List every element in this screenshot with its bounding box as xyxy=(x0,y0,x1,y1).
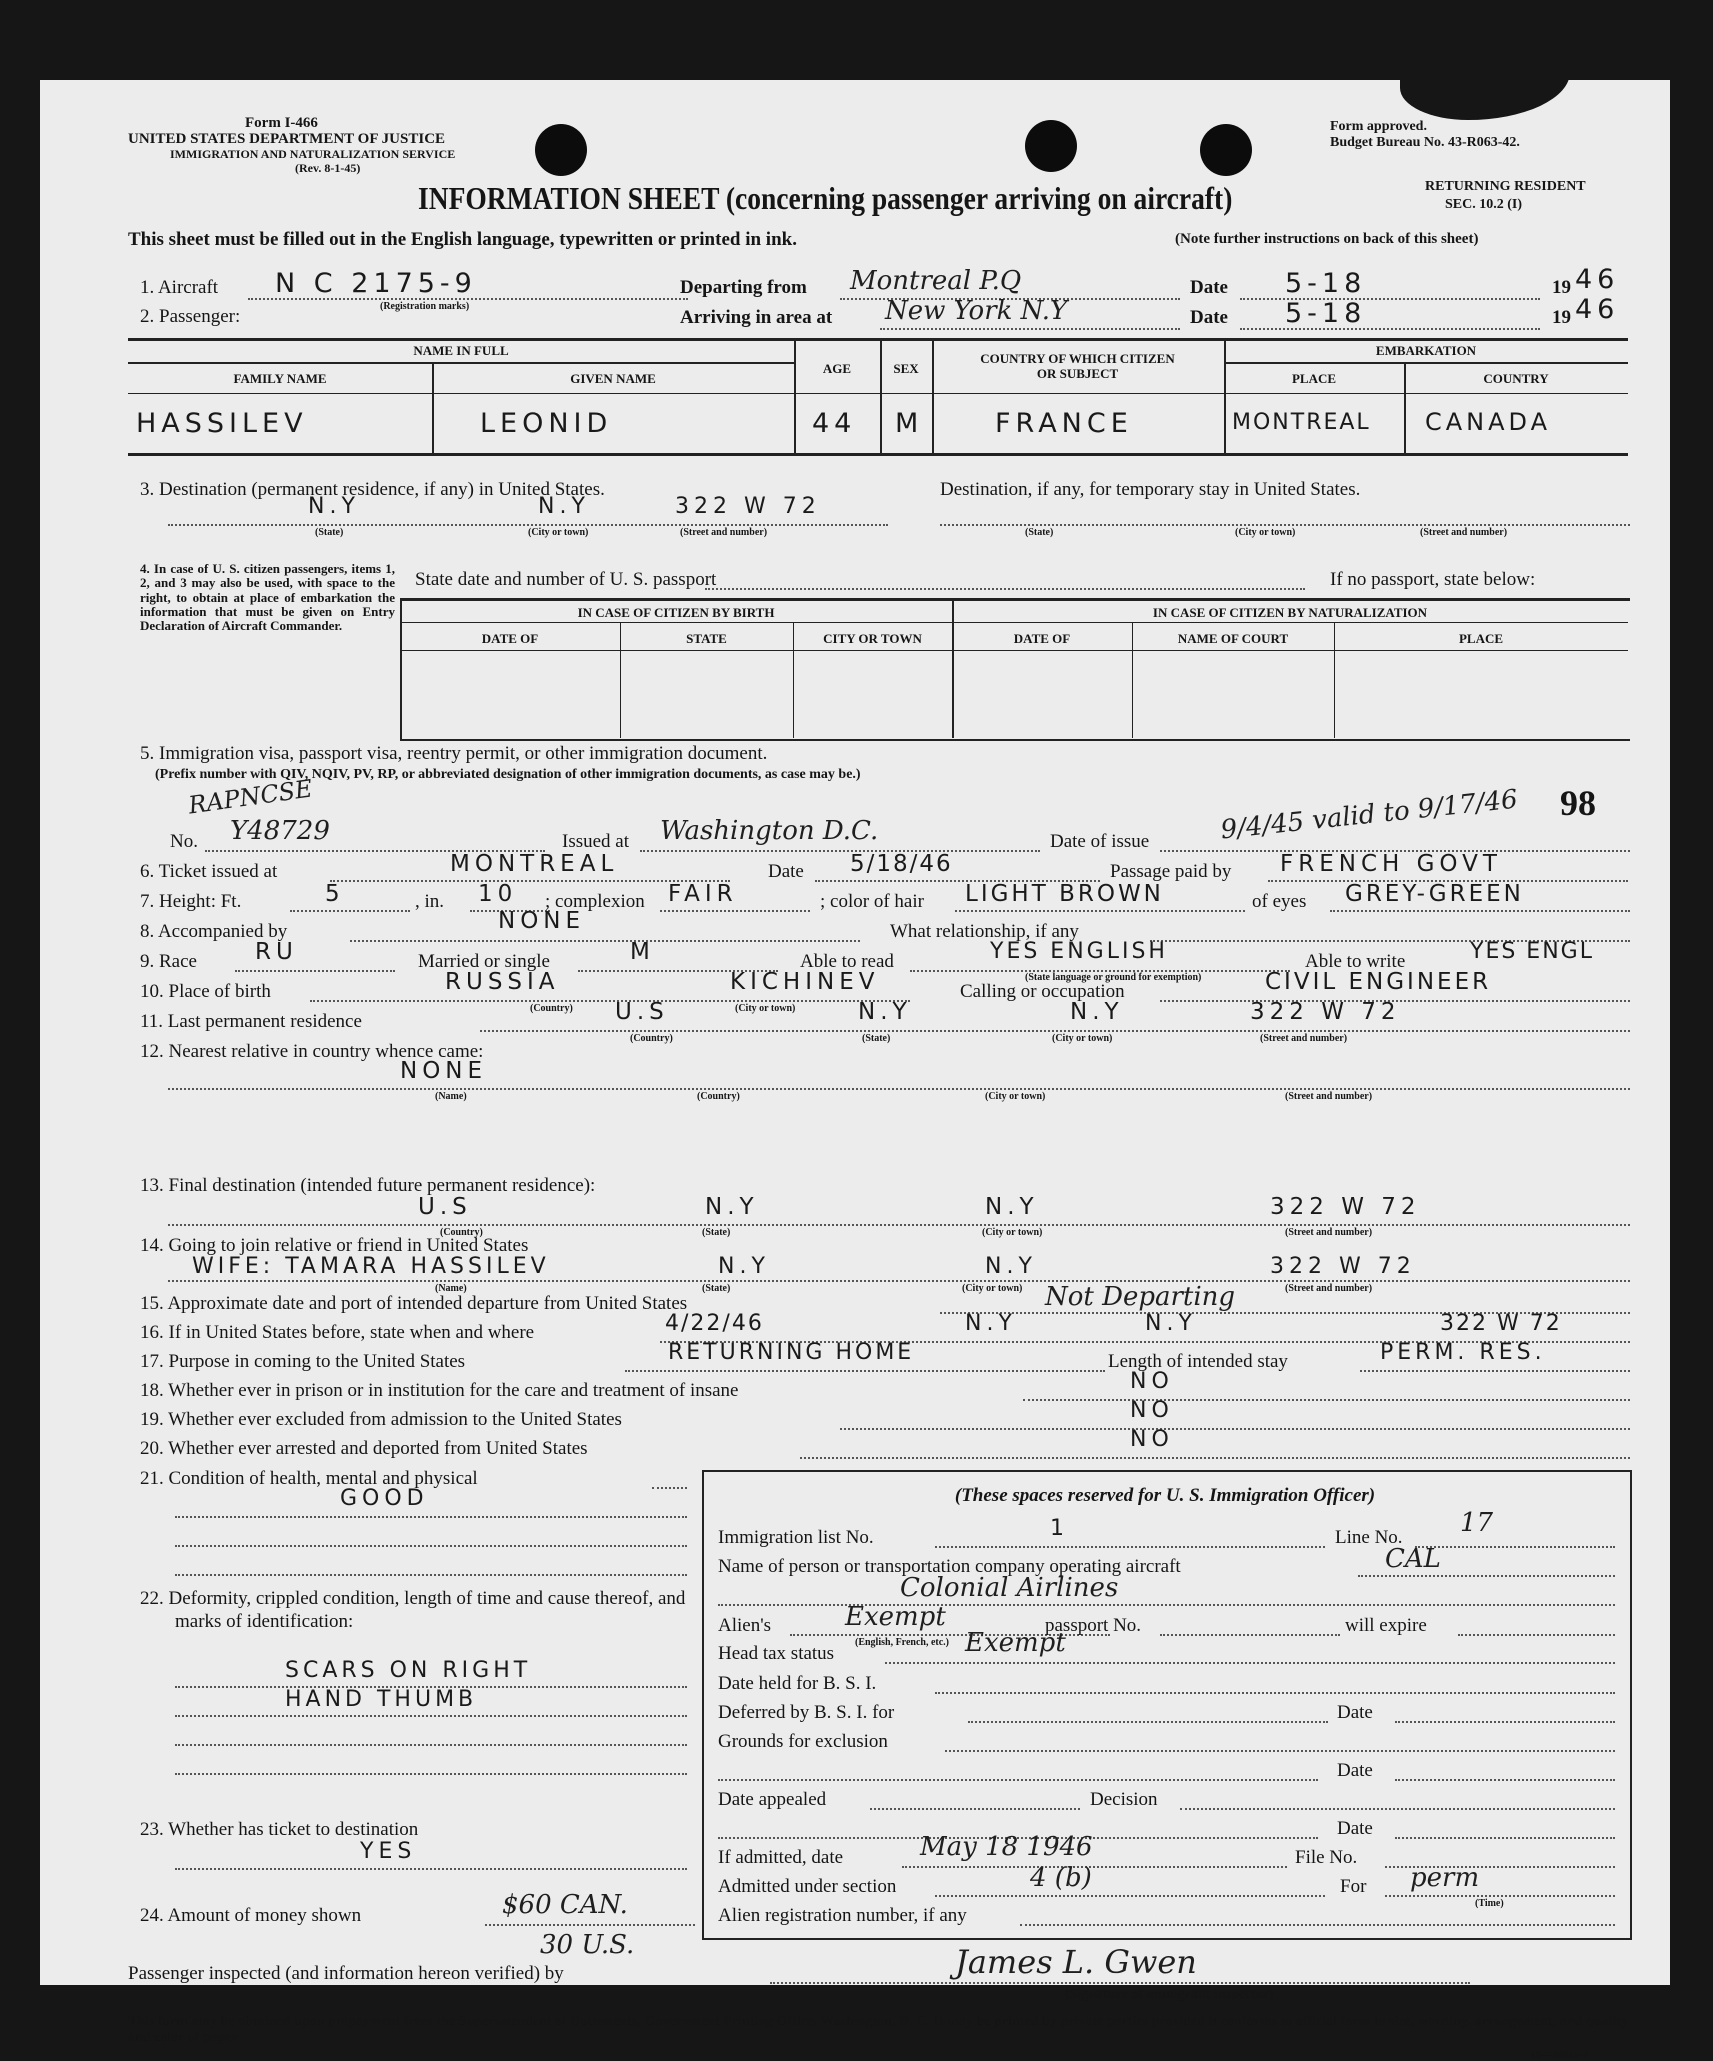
depart-date-value: 5-18 xyxy=(1285,268,1367,299)
punch-hole xyxy=(535,124,587,176)
join-state-value: N.Y xyxy=(718,1254,770,1279)
depart-date-label: Date xyxy=(1190,277,1228,298)
before-city-value: N.Y xyxy=(1145,1311,1197,1336)
given-name-header: GIVEN NAME xyxy=(570,371,656,386)
departing-value: Montreal P.Q xyxy=(850,266,1022,296)
aircraft-value: N C 2175-9 xyxy=(275,268,477,299)
accompanied-value: NONE xyxy=(498,908,586,934)
visa-prefix: RAPNCSE xyxy=(186,774,315,820)
visa-number: Y48729 xyxy=(230,816,330,846)
list-no-value: 1 xyxy=(1050,1516,1069,1541)
arriving-label: Arriving in area at xyxy=(680,307,833,328)
height-ft-value: 5 xyxy=(325,881,345,907)
passage-paid-value: FRENCH GOVT xyxy=(1280,851,1502,877)
page-number: 98 xyxy=(1560,783,1596,823)
item3-label: 3. Destination (permanent residence, if any) in United States. xyxy=(140,479,605,500)
depart-year-value: 46 xyxy=(1575,264,1620,295)
head-tax-value: Exempt xyxy=(965,1628,1066,1658)
torn-corner xyxy=(1400,40,1570,120)
for-value: perm xyxy=(1410,1863,1480,1893)
last-country-value: U.S xyxy=(615,999,669,1025)
line-no-value: 17 xyxy=(1460,1508,1494,1538)
complexion-value: FAIR xyxy=(668,881,738,907)
punch-hole xyxy=(1025,120,1077,172)
join-value: WIFE: TAMARA HASSILEV xyxy=(192,1254,550,1279)
prison-value: NO xyxy=(1130,1369,1174,1394)
revision: (Rev. 8-1-45) xyxy=(295,161,361,175)
citizen-value: FRANCE xyxy=(995,408,1133,439)
birth-country-value: RUSSIA xyxy=(445,969,560,995)
information-sheet-form: Form I-466 UNITED STATES DEPARTMENT OF JUSTICE IMMIGRATION AND NATURALIZATION SERVICE (Rev. 8-1-45) Form approved. Budget Bureau No. 43-R063-42. RETURNING RESIDENT SEC. 10.2 (I) INFORMATION SHEET (concerning passenger arriving on aircraft) This sheet must be filled out in the English language, typewritten or printed in ink. (Note further instructions on back of this sheet) 1. Aircraft N C 2175-9 (Registration marks) 2. Passenger: Departing from Montreal P.Q Arriving in area at New York N.Y Date 5-18 19 46 Date 5-18 19 46 NAME IN FULL FAMILY NAME GIVEN NAME AGE SEX COUNTRY OF WHICH CITIZEN OR SUBJECT EMBARKATION PLACE COUNTRY HASSILEV LEONID 44 M FRANCE MONTREAL CANADA 3. Destination (permanent residence, if any) in United States. Destination, if any, for temporary stay in United States. N.Y N.Y 322 W 72 (State) (City or town) (Street and number) (State) (City or town) (Street and number) 4. In case of U. S. citizen passengers, items 1, 2, and 3 may also be used, with space to the right, to obtain at place of embarkation the information that must be given on Entry Declaration of Aircraft Commander. State date and number of U. S. passport If no passport, state below: IN CASE OF CITIZEN BY BIRTH IN CASE OF CITIZEN BY NATURALIZATION DATE OF STATE CITY OR TOWN DATE OF NAME OF COURT PLACE 5. Immigration visa, passport visa, reentry permit, or other immigration document. (Prefix number with QIV, NQIV, PV, RP, or abbreviated designation of other immigration documents, as case may be.) RAPNCSE 98 No. Y48729 Issued at Washington D.C. Date of issue 9/4/45 valid to 9/17/46 6. Ticket issued at MONTREAL Date 5/18/46 Passage paid by FRENCH GOVT 7. Height: Ft. 5 , in. 10 ; complexion FAIR ; color of hair LIGHT BROWN of eyes GREY-GREEN 8. Accompanied by NONE What relationship, if any 9. Race RU Married or single M Able to read YES ENGLISH (State language or ground for exemption) Able to write YES ENGL 10. Place of birth RUSSIA KICHINEV (Country) (City or town) Calling or occupation CIVIL ENGINEER 11. Last permanent residence U.S N.Y N.Y 322 W 72 (Country) (State) (City or town) (Street and number) 12. Nearest relative in country whence came: NONE (Name) (Country) (City or town) (Street and number) 13. Final destination (intended future permanent residence): U.S N.Y N.Y 322 W 72 (Country) (State) (City or town) (Street and number) 14. Going to join relative or friend in United States WIFE: TAMARA HASSILEV N.Y N.Y 322 W 72 (Name) (State) (City or town) (Street and number) 15. Approximate date and port of intended departure from United States Not Departing 16. If in United States before, state when and where 4/22/46 N.Y N.Y 322 W 72 17. Purpose in coming to the United States RETURNING HOME Length of intended stay PERM. RES. 18. Whether ever in prison or in institution for the care and treatment of insane NO 19. Whether ever excluded from admission to the United States NO 20. Whether ever arrested and deported from United States NO 21. Condition of health, mental and physical GOOD 22. Deformity, crippled condition, length of time and cause thereof, and marks of identification: SCARS ON RIGHT HAND THUMB 23. Whether has ticket to destination YES 24. Amount of money shown $60 CAN. 30 U.S. Passenger inspected (and information hereon verified) by (These spaces reserved for U. S. Immigration Officer) Immigration list No. 1 Line No. 17 Name of person or transportation company operating aircraft CAL Colonial Airlines Alien's Exempt (English, French, etc.) passport No. will expire Head tax status Exempt Date held for B. S. I. Deferred by B. S. I. for Date Grounds for exclusion Date Date appealed Decision Date If admitted, date May 18 1946 File No. Admitted under section 4 (b) For perm (Time) Alien registration number, if any James L. Gwen (Signature of immigrant inspector) This form may be obtained upon prepayment from the Superintendent of Documents, Government Printing Office, Washington, D. C. It may be printed by private parties provided it conforms to official form in size, wording, arrangement, and quality and color of paper. 16—24915-4 xyxy=(40,80,1670,1985)
married-value: M xyxy=(630,939,655,965)
alien-passport-value: Exempt xyxy=(845,1602,946,1632)
ticket-date-value: 5/18/46 xyxy=(850,851,953,877)
last-street-value: 322 W 72 xyxy=(1250,999,1401,1025)
ticket-issued-at-value: MONTREAL xyxy=(450,851,619,877)
signature-caption: (Signature of immigrant inspector) xyxy=(1065,1987,1274,2002)
deformity-value-2: HAND THUMB xyxy=(285,1687,478,1712)
depart-year-label: 19 xyxy=(1552,277,1571,298)
arrive-date-value: 5-18 xyxy=(1285,298,1367,329)
aircraft-label: 1. Aircraft xyxy=(140,277,219,298)
country-header: COUNTRY xyxy=(1483,371,1549,386)
footer-text: This form may be obtained upon prepayment from the Superintendent of Documents, Government Printing Office, Washington, D. C. It may be printed by private parties provided it conforms to official form in size, wording, arrangement, and quality and color of paper. xyxy=(128,2014,1628,2046)
item5-label: 5. Immigration visa, passport visa, reentry permit, or other immigration document. xyxy=(140,743,768,764)
operator-short-value: CAL xyxy=(1385,1544,1441,1574)
relative-value: NONE xyxy=(400,1058,488,1084)
eyes-value: GREY-GREEN xyxy=(1345,881,1524,907)
excluded-value: NO xyxy=(1130,1398,1174,1423)
emb-place-value: MONTREAL xyxy=(1232,410,1371,435)
before-state-value: N.Y xyxy=(965,1311,1017,1336)
item3b-label: Destination, if any, for temporary stay in United States. xyxy=(940,479,1361,500)
ticket-value: YES xyxy=(360,1839,417,1864)
no-passport-label: If no passport, state below: xyxy=(1330,569,1536,590)
sex-value: M xyxy=(895,408,924,439)
place-header: PLACE xyxy=(1291,371,1337,386)
deported-value: NO xyxy=(1130,1427,1174,1452)
dest-street-value: 322 W 72 xyxy=(675,494,821,519)
passenger-label: 2. Passenger: xyxy=(140,306,241,327)
money-value-1: $60 CAN. xyxy=(502,1890,628,1920)
date-issue-value: 9/4/45 valid to 9/17/46 xyxy=(1219,784,1520,846)
emb-country-value: CANADA xyxy=(1425,408,1552,436)
race-value: RU xyxy=(255,939,298,965)
last-state-value: N.Y xyxy=(858,999,912,1025)
given-name-value: LEONID xyxy=(480,408,613,439)
join-street-value: 322 W 72 xyxy=(1270,1254,1416,1279)
final-country-value: U.S xyxy=(418,1194,472,1220)
country-citizen-header: COUNTRY OF WHICH CITIZEN OR SUBJECT xyxy=(980,351,1175,381)
section-value: 4 (b) xyxy=(1030,1863,1092,1893)
embarkation-header: EMBARKATION xyxy=(1375,343,1477,358)
officer-header: (These spaces reserved for U. S. Immigration Officer) xyxy=(954,1485,1376,1506)
birth-city-value: KICHINEV xyxy=(730,969,880,995)
budget-bureau: Budget Bureau No. 43-R063-42. xyxy=(1330,135,1520,150)
department: UNITED STATES DEPARTMENT OF JUSTICE xyxy=(128,131,446,147)
departing-label: Departing from xyxy=(680,277,807,298)
health-value: GOOD xyxy=(340,1486,429,1511)
dest-state-value: N.Y xyxy=(308,494,360,519)
height-in-value: 10 xyxy=(478,881,518,907)
deformity-value-1: SCARS ON RIGHT xyxy=(285,1658,532,1683)
family-name-header: FAMILY NAME xyxy=(233,371,327,386)
instructions: This sheet must be filled out in the English language, typewritten or printed in ink. xyxy=(128,229,797,250)
arrive-date-label: Date xyxy=(1190,307,1228,328)
admitted-date-value: May 18 1946 xyxy=(920,1832,1093,1862)
stay-value: PERM. RES. xyxy=(1380,1340,1546,1365)
departure-value: Not Departing xyxy=(1045,1282,1236,1312)
final-city-value: N.Y xyxy=(985,1194,1039,1220)
item5-note: (Prefix number with QIV, NQIV, PV, RP, or abbreviated designation of other immigration documents, as case may be.) xyxy=(155,767,861,782)
money-value-2: 30 U.S. xyxy=(540,1930,635,1960)
before-date-value: 4/22/46 xyxy=(665,1311,764,1336)
age-value: 44 xyxy=(812,408,857,439)
page-title: INFORMATION SHEET (concerning passenger arriving on aircraft) xyxy=(418,180,1233,216)
operator-value: Colonial Airlines xyxy=(900,1573,1119,1603)
join-city-value: N.Y xyxy=(985,1254,1037,1279)
form-number: Form I-466 xyxy=(245,115,318,131)
reg-marks-label: (Registration marks) xyxy=(380,301,470,312)
item4-text: 4. In case of U. S. citizen passengers, items 1, 2, and 3 may also be used, with space to the right, to obtain at place of embarkation the information that must be given on Entry Declaration of Aircraft Commander. xyxy=(140,561,395,634)
arriving-value: New York N.Y xyxy=(885,296,1068,326)
final-street-value: 322 W 72 xyxy=(1270,1194,1421,1220)
back-note: (Note further instructions on back of this sheet) xyxy=(1175,231,1479,247)
inspector-signature: James L. Gwen xyxy=(955,1943,1197,1981)
age-header: AGE xyxy=(822,361,852,376)
issued-at-value: Washington D.C. xyxy=(660,816,879,846)
returning-resident-stamp: RETURNING RESIDENT xyxy=(1425,179,1586,194)
punch-hole xyxy=(1200,124,1252,176)
section-stamp: SEC. 10.2 (I) xyxy=(1445,197,1523,212)
dest-city-value: N.Y xyxy=(538,494,590,519)
read-value: YES ENGLISH xyxy=(990,939,1168,964)
form-approved: Form approved. xyxy=(1330,119,1427,134)
name-in-full-header: NAME IN FULL xyxy=(413,343,509,358)
passport-label: State date and number of U. S. passport xyxy=(415,569,717,590)
family-name-value: HASSILEV xyxy=(136,408,308,439)
arrive-year-label: 19 xyxy=(1552,307,1571,328)
hair-value: LIGHT BROWN xyxy=(965,881,1164,907)
sex-header: SEX xyxy=(893,361,919,376)
write-value: YES ENGL xyxy=(1470,939,1594,964)
item22-label: 22. Deformity, crippled condition, length of time and cause thereof, and marks of identification: xyxy=(140,1588,686,1632)
purpose-value: RETURNING HOME xyxy=(668,1340,915,1365)
last-city-value: N.Y xyxy=(1070,999,1124,1025)
footer-code: 16—24915-4 xyxy=(1530,2049,1589,2061)
before-street-value: 322 W 72 xyxy=(1440,1311,1562,1336)
occupation-value: CIVIL ENGINEER xyxy=(1265,969,1492,995)
service: IMMIGRATION AND NATURALIZATION SERVICE xyxy=(170,147,456,161)
arrive-year-value: 46 xyxy=(1575,294,1620,325)
final-state-value: N.Y xyxy=(705,1194,759,1220)
